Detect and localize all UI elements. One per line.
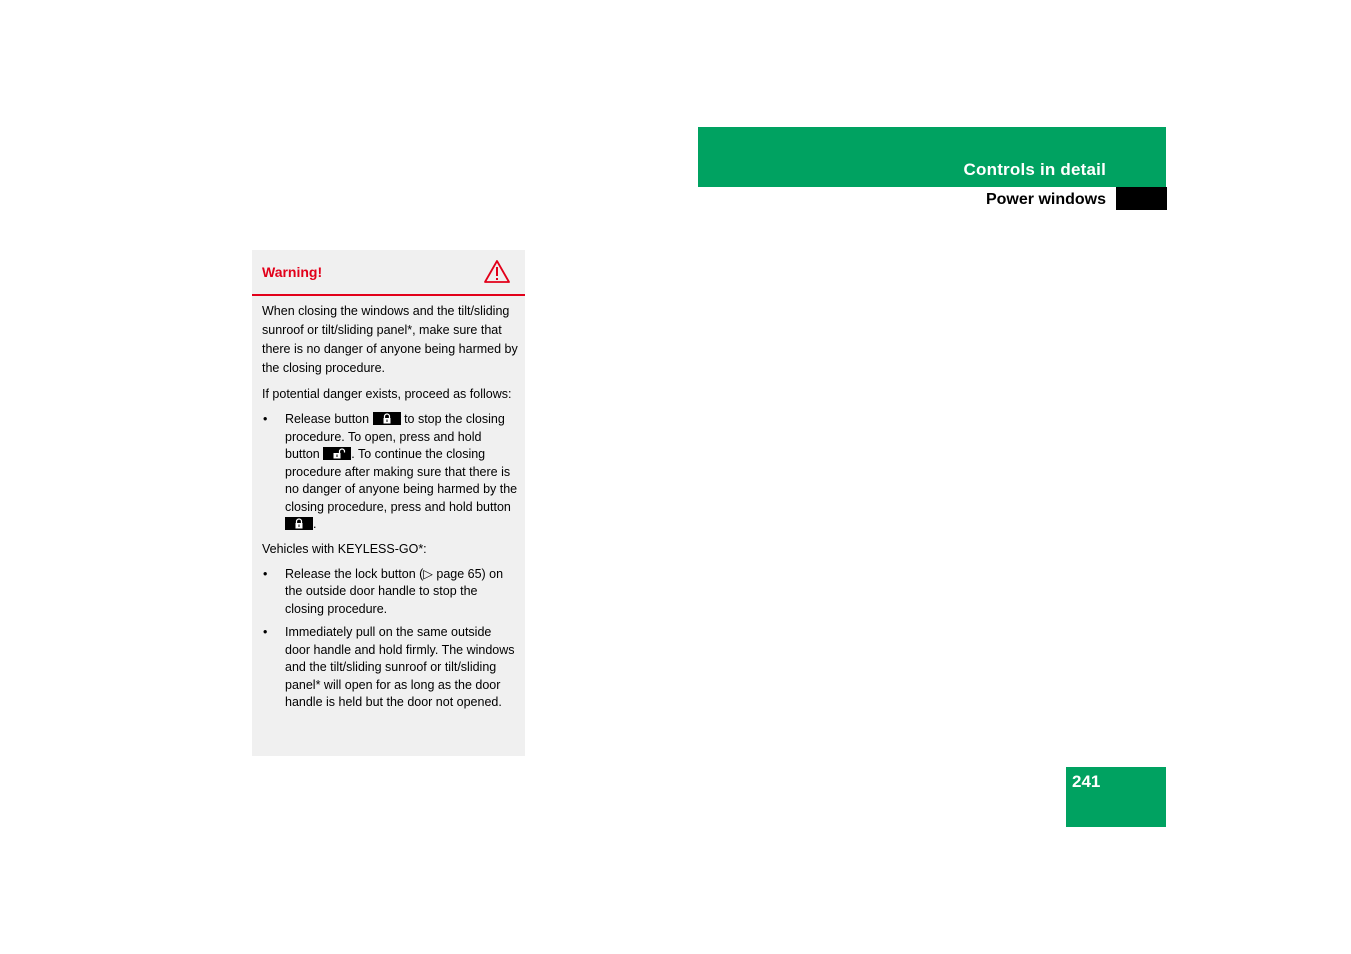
list-text: to stop the closing procedure. To open, press and hold button [285,412,505,461]
warning-triangle-icon [483,259,511,284]
page-number-box [1066,767,1166,827]
list-item [262,566,518,619]
bullet-list [262,566,518,712]
list-item [262,624,518,712]
warning-paragraph: When closing the windows and the tilt/sliding sunroof or tilt/sliding panel*, make sure that there is no danger of anyone being harmed by the closing procedure. [262,304,518,375]
warning-header [252,250,525,296]
warning-title: Warning! [262,264,323,280]
bullet-list [262,411,518,534]
warning-paragraph: If potential danger exists, proceed as follows: [262,387,512,401]
lock-button-icon [373,412,401,425]
warning-box [252,250,525,756]
list-text: Immediately pull on the same outside door handle and hold firmly. The windows and the tilt/sliding sunroof or tilt/sliding panel* will open for as long as the door handle is held but the door not opened. [285,625,515,709]
bullet: • [263,412,268,426]
unlock-button-icon [323,447,351,460]
list-text: . [313,517,317,531]
warning-paragraph: Vehicles with KEYLESS-GO*: [262,541,427,556]
bullet: • [263,566,268,581]
page-number: 241 [1072,772,1101,791]
list-text: Release the lock button (▷ page 65) on the outside door handle to stop the closing procedure. [285,566,504,616]
section-title: Controls in detail [963,160,1106,179]
subsection-title: Power windows [985,191,1106,208]
list-text: . To continue the closing procedure after making sure that there is no danger of anyone being harmed by the closing procedure, press and hold button [285,447,518,514]
warning-body [262,302,518,718]
thumb-tab-marker [1116,187,1167,210]
lock-button-icon [285,517,313,530]
list-item [262,411,518,534]
bullet: • [263,625,268,639]
list-text: Release button [285,412,370,426]
